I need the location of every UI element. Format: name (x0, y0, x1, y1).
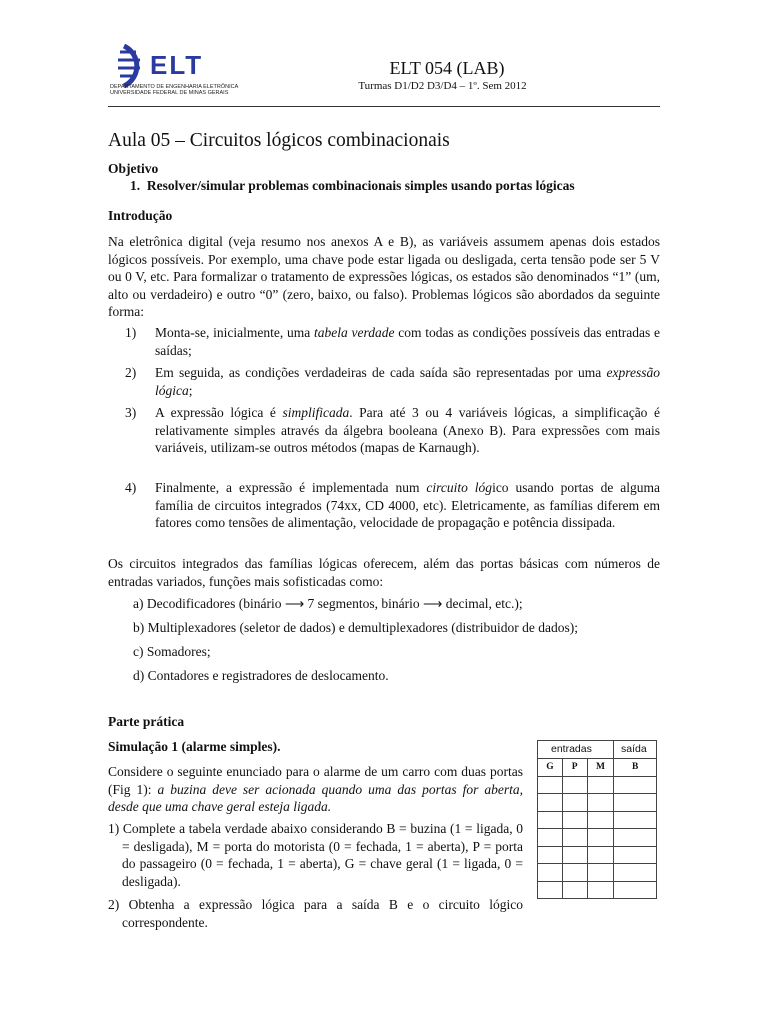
table-row (538, 776, 657, 794)
cell-m[interactable] (587, 864, 614, 882)
table-row (538, 794, 657, 812)
objective-item (130, 178, 575, 194)
cell-p[interactable] (562, 864, 587, 882)
function-item: d) Contadores e registradores de deslocamento. (133, 668, 389, 683)
objective-item-number: 1. (130, 178, 141, 193)
table-row (538, 864, 657, 882)
cell-p[interactable] (562, 811, 587, 829)
step-text: Monta-se, inicialmente, uma tabela verdade com todas as condições possíveis das entradas e saídas; (155, 325, 660, 358)
cell-g[interactable] (538, 864, 563, 882)
step-item (125, 364, 660, 399)
families-paragraph: Os circuitos integrados das famílias lógicas oferecem, além das portas básicas com números de entradas variados, funções mais sofisticadas como: (108, 556, 660, 589)
cell-g[interactable] (538, 881, 563, 899)
step-item (125, 324, 660, 359)
step-text: Em seguida, as condições verdadeiras de cada saída são representadas por uma expressão lógica; (155, 365, 660, 398)
logo-caption (110, 84, 260, 96)
cell-p[interactable] (562, 881, 587, 899)
objective-heading: Objetivo (108, 161, 159, 176)
table-header-row (538, 759, 657, 777)
step-item (125, 479, 660, 532)
step-number: 1) (125, 325, 137, 340)
table-row (538, 829, 657, 847)
cell-p[interactable] (562, 829, 587, 847)
logo-caption-line1: DEPARTAMENTO DE ENGENHARIA ELETRÔNICA (110, 84, 239, 90)
column-header-g: G (538, 759, 563, 777)
simulation-heading: Simulação 1 (alarme simples). (108, 739, 281, 754)
cell-b[interactable] (614, 881, 657, 899)
column-header-p: P (562, 759, 587, 777)
cell-g[interactable] (538, 811, 563, 829)
table-row (538, 881, 657, 899)
intro-heading: Introdução (108, 208, 173, 223)
cell-b[interactable] (614, 846, 657, 864)
cell-g[interactable] (538, 776, 563, 794)
function-item: b) Multiplexadores (seletor de dados) e demultiplexadores (distribuidor de dados); (133, 620, 579, 635)
cell-p[interactable] (562, 846, 587, 864)
step-number: 4) (125, 480, 137, 495)
step-item (125, 404, 660, 457)
cell-m[interactable] (587, 794, 614, 812)
logo-caption-line2: UNIVERSIDADE FEDERAL DE MINAS GERAIS (110, 90, 229, 96)
question-1: 1) Complete a tabela verdade abaixo considerando B = buzina (1 = ligada, 0 = desligada), M = porta do motorista (0 = fechada, 1 = aberta), P = porta do passageiro (0 = fechada, 1 = aberta), G = chave geral (1 = ligada, 0 = desligada). (108, 821, 523, 889)
output-group-label: saída (621, 743, 647, 755)
cell-m[interactable] (587, 776, 614, 794)
cell-g[interactable] (538, 794, 563, 812)
cell-b[interactable] (614, 829, 657, 847)
step-number: 2) (125, 365, 137, 380)
cell-m[interactable] (587, 811, 614, 829)
table-row (538, 846, 657, 864)
table-row (538, 811, 657, 829)
cell-b[interactable] (614, 776, 657, 794)
step-text: Finalmente, a expressão é implementada num circuito lógico usando portas de alguma família de circuitos integrados (74xx, CD 4000, etc). Eletricamente, as famílias diferem em fatores como tensões de alimentação, velocidade de propagação e potência dissipada. (155, 480, 660, 530)
truth-table-grid (537, 758, 657, 899)
cell-b[interactable] (614, 811, 657, 829)
function-item: c) Somadores; (133, 644, 211, 659)
cell-p[interactable] (562, 776, 587, 794)
course-code: ELT 054 (LAB) (389, 58, 505, 78)
inputs-group-label: entradas (551, 743, 592, 755)
simulation-statement: Considere o seguinte enunciado para o alarme de um carro com duas portas (Fig 1): a buzina deve ser acionada quando uma das portas for aberta, desde que uma chave geral esteja ligada. (108, 764, 523, 814)
cell-g[interactable] (538, 829, 563, 847)
cell-m[interactable] (587, 829, 614, 847)
cell-p[interactable] (562, 794, 587, 812)
column-header-b: B (614, 759, 657, 777)
objective-item-text: Resolver/simular problemas combinacionais simples usando portas lógicas (146, 178, 575, 193)
intro-paragraph: Na eletrônica digital (veja resumo nos anexos A e B), as variáveis assumem apenas dois estados lógicos possíveis. Por exemplo, uma chave pode estar ligada ou desligada, certa tensão pode ser 5 V ou 0 V, etc. Para formalizar o tratamento de expressões lógicas, os estados são denominados “1” (um, alto ou verdadeiro) e outro “0” (zero, baixo, ou falso). Problemas lógicos são abordados da seguinte forma: (108, 234, 660, 319)
cell-b[interactable] (614, 794, 657, 812)
logo-wordmark: ELT (150, 50, 204, 80)
truth-table (537, 740, 657, 773)
cell-m[interactable] (587, 881, 614, 899)
step-number: 3) (125, 405, 137, 420)
question-2: 2) Obtenha a expressão lógica para a saída B e o circuito lógico correspondente. (108, 897, 523, 930)
practice-heading: Parte prática (108, 714, 185, 729)
header-divider (108, 106, 660, 107)
class-info: Turmas D1/D2 D3/D4 – 1º. Sem 2012 (358, 80, 527, 92)
cell-b[interactable] (614, 864, 657, 882)
column-header-m: M (587, 759, 614, 777)
function-item: a) Decodificadores (binário ⟶ 7 segmentos, binário ⟶ decimal, etc.); (133, 596, 523, 611)
cell-m[interactable] (587, 846, 614, 864)
cell-g[interactable] (538, 846, 563, 864)
page-title: Aula 05 – Circuitos lógicos combinacionais (108, 130, 450, 151)
step-text: A expressão lógica é simplificada. Para até 3 ou 4 variáveis lógicas, a simplificação é relativamente simples através da álgebra booleana (Anexo B). Para expressões com mais variáveis, utilizam-se outros métodos (mapas de Karnaugh). (155, 405, 660, 455)
delt-logo-icon (110, 40, 230, 88)
